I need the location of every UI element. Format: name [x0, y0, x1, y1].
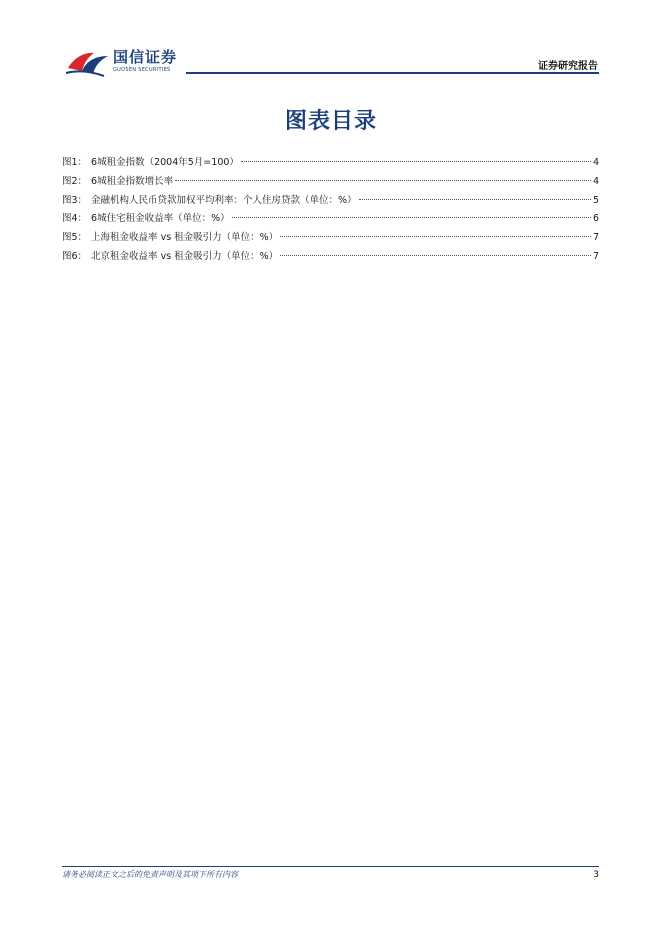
toc-leader-dots	[280, 236, 591, 237]
toc-entry[interactable]	[62, 210, 599, 229]
logo-text-en: GUOSEN SECURITIES	[113, 67, 171, 73]
toc-leader-dots	[241, 161, 591, 162]
toc-entry-page: 5	[592, 194, 599, 206]
toc-leader-dots	[359, 199, 591, 200]
toc-entry-title: 金融机构人民币贷款加权平均利率：个人住房贷款（单位：%）	[91, 194, 357, 206]
page-title: 图表目录	[284, 109, 377, 134]
toc-entry-title: 6城租金指数增长率	[91, 175, 174, 187]
toc-entry-page: 4	[592, 175, 599, 187]
toc-entry-page: 4	[592, 157, 599, 168]
table-of-figures	[62, 154, 599, 267]
toc-entry[interactable]	[62, 192, 599, 211]
toc-entry-label: 图1：	[62, 157, 88, 168]
company-logo	[64, 46, 184, 78]
toc-entry-page: 6	[592, 213, 599, 225]
toc-leader-dots	[232, 217, 591, 218]
disclaimer-note: 请务必阅读正文之后的免责声明及其项下所有内容	[62, 870, 238, 879]
guosen-logo-icon	[64, 46, 110, 78]
toc-entry-page: 7	[592, 250, 599, 262]
toc-entry-label: 图5：	[62, 232, 88, 244]
toc-leader-dots	[280, 255, 591, 256]
page-header	[0, 0, 662, 80]
report-type-label: 证券研究报告	[538, 61, 598, 72]
toc-entry-label: 图2：	[62, 175, 88, 187]
toc-entry-label: 图6：	[62, 250, 88, 262]
toc-entry-label: 图3：	[62, 194, 88, 206]
logo-text-cn: 国信证券	[113, 48, 178, 66]
header-divider	[186, 72, 599, 74]
toc-entry[interactable]	[62, 248, 599, 267]
toc-entry-title: 上海租金收益率 vs 租金吸引力（单位：%）	[91, 232, 279, 244]
toc-entry-page: 7	[592, 232, 599, 244]
toc-entry-title: 北京租金收益率 vs 租金吸引力（单位：%）	[91, 250, 279, 262]
toc-entry[interactable]	[62, 229, 599, 248]
footer-divider	[62, 866, 599, 867]
toc-leader-dots	[175, 180, 591, 181]
toc-entry[interactable]	[62, 154, 599, 173]
page-number: 3	[593, 870, 599, 880]
toc-entry-title: 6城租金指数（2004年5月=100）	[91, 157, 239, 168]
toc-entry-title: 6城住宅租金收益率（单位：%）	[91, 213, 230, 225]
toc-entry[interactable]	[62, 173, 599, 192]
toc-entry-label: 图4：	[62, 213, 88, 225]
